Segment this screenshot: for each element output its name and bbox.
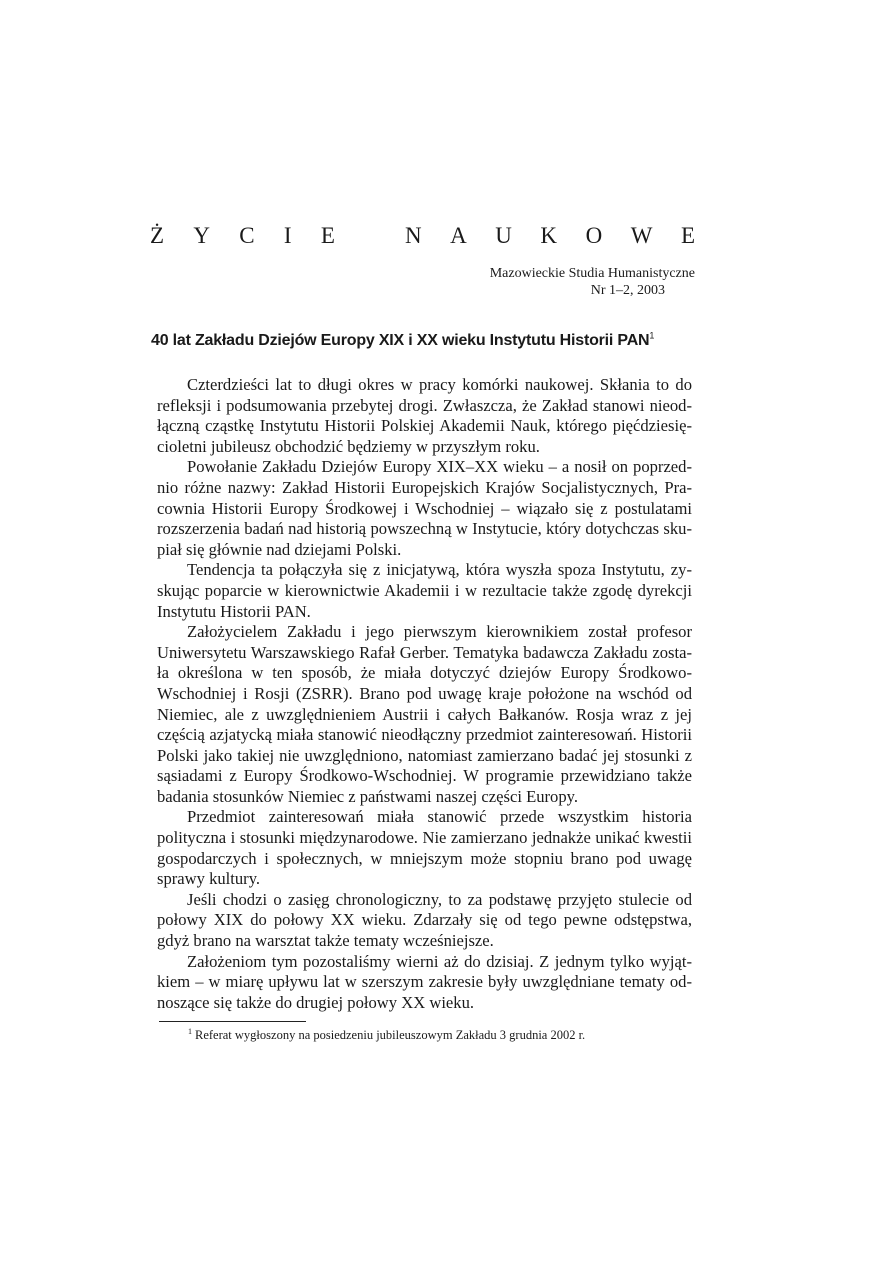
- heading-letter: K: [540, 223, 558, 248]
- journal-issue: Nr 1–2, 2003: [590, 283, 665, 298]
- article-title: [151, 330, 711, 352]
- heading-letter: U: [495, 223, 512, 248]
- article-title-text: 40 lat Zakładu Dziejów Europy XIX i XX wieku Instytutu Historii PAN: [151, 332, 650, 349]
- title-footnote-mark[interactable]: 1: [649, 330, 655, 341]
- section-heading: [150, 222, 695, 250]
- heading-letter: Ż: [150, 223, 165, 248]
- heading-letter: N: [405, 223, 422, 248]
- heading-letter: E: [680, 223, 695, 248]
- body-paragraph: Powołanie Zakładu Dziejów Europy XIX–XX wieku – a nosił on poprzednio różne nazwy: Zakład Historii Europejskich Krajów Socjalistycznych, Pracownia Historii Europy Środkowej i Wschodniej – wiązało się z postulatami rozszerzenia badań nad historią powszechną w Instytucie, który dotychczas skupiał się głównie nad dziejami Polski.: [157, 457, 692, 559]
- body-paragraph: Założeniom tym pozostaliśmy wierni aż do dzisiaj. Z jednym tylko wyjątkiem – w miarę upływu lat w szerszym zakresie były uwzględniane tematy odnoszące się także do drugiej połowy XX wieku.: [157, 951, 692, 1012]
- heading-letter: Y: [193, 223, 210, 248]
- body-paragraph: Tendencja ta połączyła się z inicjatywą, która wyszła spoza Instytutu, zyskując poparcie w kierownictwie Akademii i w rezultacie także zgodę dyrekcji Instytutu Historii PAN.: [157, 560, 692, 621]
- footnote-divider: [159, 1021, 306, 1022]
- footnote-text: Referat wygłoszony na posiedzeniu jubileuszowym Zakładu 3 grudnia 2002 r.: [195, 1028, 586, 1042]
- body-paragraph: Jeśli chodzi o zasięg chronologiczny, to za podstawę przyjęto stulecie od połowy XIX do połowy XX wieku. Zdarzały się od tego pewne odstępstwa, gdyż brano na warsztat także tematy wcześniejsze.: [157, 889, 692, 951]
- body-paragraph: Czterdzieści lat to długi okres w pracy komórki naukowej. Skłania to do refleksji i podsumowania przebytej drogi. Zwłaszcza, że Zakład stanowi nieodłączną cząstkę Instytutu Historii Polskiej Akademii Nauk, którego pięćdziesięcioletni jubileusz obchodzić będziemy w przyszłym roku.: [157, 375, 692, 456]
- heading-letter: A: [450, 223, 467, 248]
- journal-name: Mazowieckie Studia Humanistyczne: [489, 266, 695, 281]
- heading-letter: C: [239, 223, 255, 248]
- heading-letter: E: [320, 223, 335, 248]
- journal-info: [490, 265, 695, 299]
- heading-letter: W: [630, 223, 653, 248]
- footnote-mark: 1: [188, 1026, 192, 1036]
- section-heading-word-naukowe: [405, 222, 695, 250]
- article-body: [157, 375, 692, 1013]
- footnote: [188, 1027, 585, 1043]
- heading-letter: O: [585, 223, 603, 248]
- heading-letter: I: [283, 223, 292, 248]
- body-paragraph: Założycielem Zakładu i jego pierwszym kierownikiem został profesor Uniwersytetu Warszawskiego Rafał Gerber. Tematyka badawcza Zakładu została określona w ten sposób, że miała dotyczyć dziejów Europy Środkowo-Wschodniej i Rosji (ZSRR). Brano pod uwagę kraje położone na wschód od Niemiec, ale z uwzględnieniem Austrii i całych Bałkanów. Rosja wraz z jej częścią azjatycką miała stanowić nieodłączny przedmiot zainteresowań. Historii Polski jako takiej nie uwzględniono, natomiast zamierzano badać jej stosunki z sąsiadami z Europy Środkowo-Wschodniej. W programie przewidziano także badania stosunków Niemiec z państwami naszej części Europy.: [157, 622, 692, 806]
- section-heading-word-zycie: [150, 222, 335, 250]
- body-paragraph: Przedmiot zainteresowań miała stanowić przede wszystkim historia polityczna i stosunki międzynarodowe. Nie zamierzano jednakże unikać kwestii gospodarczych i społecznych, w mniejszym może stopniu brano pod uwagę sprawy kultury.: [157, 807, 692, 889]
